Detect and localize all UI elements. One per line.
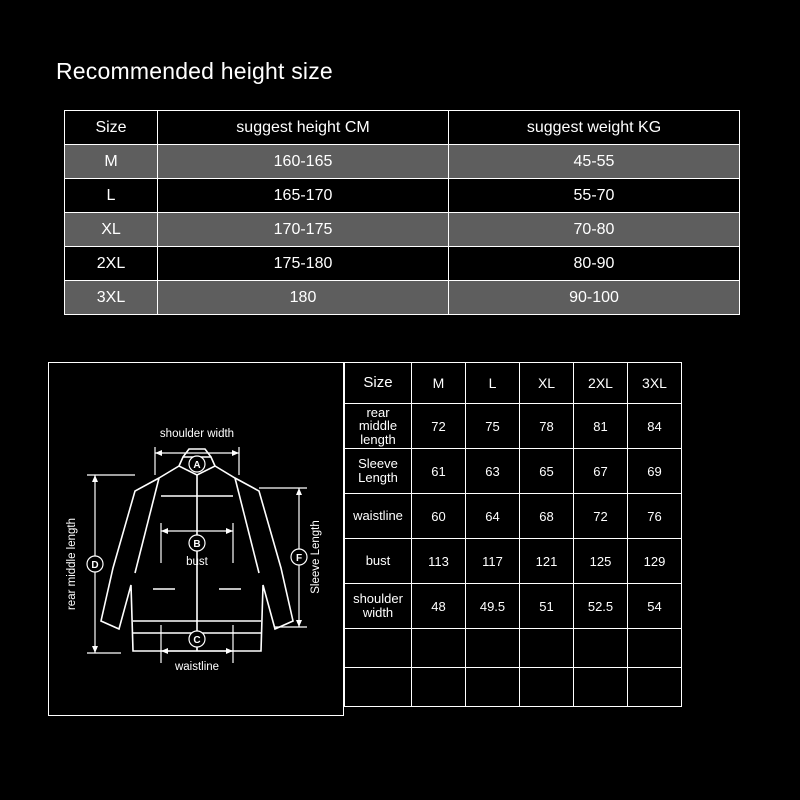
cell-size: 2XL bbox=[65, 247, 158, 281]
marker-c-label: C bbox=[193, 635, 201, 646]
meas-header-3xl: 3XL bbox=[628, 363, 682, 404]
meas-cell: 125 bbox=[574, 539, 628, 584]
meas-row-label: bust bbox=[345, 539, 412, 584]
marker-d-label: D bbox=[91, 560, 99, 571]
meas-empty-cell bbox=[412, 668, 466, 707]
table-row bbox=[65, 145, 740, 179]
marker-a-label: A bbox=[193, 460, 201, 471]
meas-header-2xl: 2XL bbox=[574, 363, 628, 404]
meas-cell: 113 bbox=[412, 539, 466, 584]
label-bust: bust bbox=[186, 556, 208, 568]
meas-row bbox=[345, 449, 682, 494]
cell-height: 160-165 bbox=[158, 145, 449, 179]
meas-row-label: rear middle length bbox=[345, 404, 412, 449]
cell-weight: 90-100 bbox=[449, 281, 740, 315]
meas-empty-cell bbox=[574, 629, 628, 668]
table-row bbox=[65, 213, 740, 247]
meas-header-m: M bbox=[412, 363, 466, 404]
label-rear-middle-length: rear middle length bbox=[66, 517, 78, 611]
cell-size: M bbox=[65, 145, 158, 179]
cell-height: 165-170 bbox=[158, 179, 449, 213]
marker-f-label: F bbox=[295, 553, 303, 564]
cell-size: 3XL bbox=[65, 281, 158, 315]
cell-height: 170-175 bbox=[158, 213, 449, 247]
table-row bbox=[65, 179, 740, 213]
meas-cell: 78 bbox=[520, 404, 574, 449]
garment-diagram-svg bbox=[49, 363, 343, 715]
page-title: Recommended height size bbox=[56, 58, 333, 84]
meas-empty-cell bbox=[628, 668, 682, 707]
meas-cell: 72 bbox=[574, 494, 628, 539]
meas-row-empty bbox=[345, 668, 682, 707]
cell-weight: 45-55 bbox=[449, 145, 740, 179]
header-weight: suggest weight KG bbox=[449, 111, 740, 145]
meas-header-row bbox=[345, 363, 682, 404]
header-size: Size bbox=[65, 111, 158, 145]
meas-cell: 72 bbox=[412, 404, 466, 449]
label-shoulder-width: shoulder width bbox=[159, 428, 235, 440]
meas-empty-cell bbox=[412, 629, 466, 668]
meas-header-size: Size bbox=[345, 363, 412, 404]
cell-height: 180 bbox=[158, 281, 449, 315]
meas-row-label: Sleeve Length bbox=[345, 449, 412, 494]
meas-cell: 61 bbox=[412, 449, 466, 494]
label-waistline: waistline bbox=[174, 661, 220, 673]
meas-row-empty bbox=[345, 629, 682, 668]
cell-height: 175-180 bbox=[158, 247, 449, 281]
meas-cell: 60 bbox=[412, 494, 466, 539]
meas-cell: 76 bbox=[628, 494, 682, 539]
meas-empty-cell bbox=[345, 668, 412, 707]
meas-header-l: L bbox=[466, 363, 520, 404]
meas-row bbox=[345, 404, 682, 449]
meas-row bbox=[345, 539, 682, 584]
meas-cell: 67 bbox=[574, 449, 628, 494]
meas-cell: 75 bbox=[466, 404, 520, 449]
marker-b-label: B bbox=[193, 539, 201, 550]
label-sleeve-length: Sleeve Length bbox=[310, 520, 322, 594]
meas-cell: 48 bbox=[412, 584, 466, 629]
meas-header-xl: XL bbox=[520, 363, 574, 404]
table-row bbox=[65, 281, 740, 315]
meas-cell: 49.5 bbox=[466, 584, 520, 629]
header-height: suggest height CM bbox=[158, 111, 449, 145]
meas-cell: 121 bbox=[520, 539, 574, 584]
cell-weight: 70-80 bbox=[449, 213, 740, 247]
meas-cell: 51 bbox=[520, 584, 574, 629]
cell-weight: 80-90 bbox=[449, 247, 740, 281]
table-row bbox=[65, 247, 740, 281]
table-header-row bbox=[65, 111, 740, 145]
meas-cell: 69 bbox=[628, 449, 682, 494]
meas-empty-cell bbox=[628, 629, 682, 668]
cell-size: L bbox=[65, 179, 158, 213]
measurement-section bbox=[48, 354, 752, 726]
meas-row bbox=[345, 494, 682, 539]
meas-row-label: shoulder width bbox=[345, 584, 412, 629]
meas-cell: 68 bbox=[520, 494, 574, 539]
meas-empty-cell bbox=[466, 668, 520, 707]
meas-cell: 52.5 bbox=[574, 584, 628, 629]
cell-weight: 55-70 bbox=[449, 179, 740, 213]
meas-cell: 64 bbox=[466, 494, 520, 539]
meas-empty-cell bbox=[520, 629, 574, 668]
meas-cell: 63 bbox=[466, 449, 520, 494]
meas-empty-cell bbox=[466, 629, 520, 668]
recommended-size-table bbox=[64, 110, 740, 315]
meas-cell: 129 bbox=[628, 539, 682, 584]
meas-empty-cell bbox=[520, 668, 574, 707]
meas-cell: 117 bbox=[466, 539, 520, 584]
meas-cell: 54 bbox=[628, 584, 682, 629]
meas-empty-cell bbox=[345, 629, 412, 668]
cell-size: XL bbox=[65, 213, 158, 247]
meas-cell: 84 bbox=[628, 404, 682, 449]
garment-diagram bbox=[48, 362, 344, 716]
meas-cell: 65 bbox=[520, 449, 574, 494]
meas-row bbox=[345, 584, 682, 629]
meas-row-label: waistline bbox=[345, 494, 412, 539]
meas-empty-cell bbox=[574, 668, 628, 707]
measurement-table bbox=[344, 362, 682, 707]
meas-cell: 81 bbox=[574, 404, 628, 449]
